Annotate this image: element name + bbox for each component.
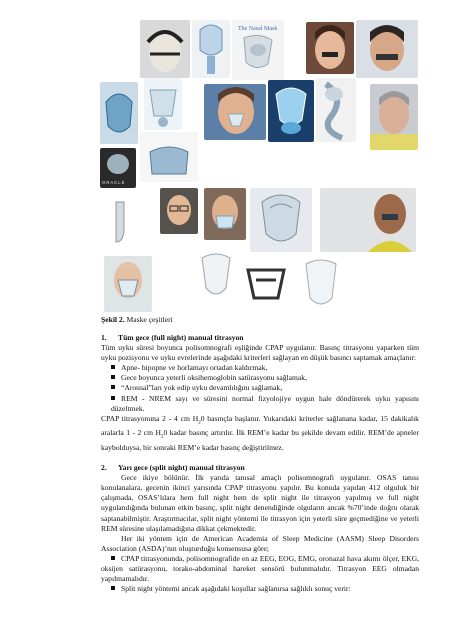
p2-part-b: 0 basınçla başlanır. Yukarıdaki kriterler sağlanana kadar, 15 dakikalık aralarla 1 - 2 cm H [101, 413, 419, 438]
section-2-bullet-1-text: CPAP titrasyonunda, polisomnografide en az EEG, EOG, EMG, oronazal hava akımı ölçer, EKG, oksijen satürasyonu, torako-abdominal hareket sensörü bulunmalıdır. Titrasyon EEG olmadan yapılmamalıdır. [101, 553, 419, 584]
photo-man-yellow-shirt [320, 188, 416, 252]
photo-nasal-mask-blue [192, 20, 230, 78]
p2-part-a: CPAP titrasyonuna 2 - 4 cm H [101, 413, 199, 423]
p2-sub-1: 2 [198, 420, 201, 426]
section-2-title: Yarı gece (split night) manual titrasyon [118, 463, 245, 473]
photo-headgear-mannequin [140, 20, 190, 78]
section-1-bullet-4 [101, 394, 419, 414]
section-1-title: Tüm gece (full night) manual titrasyon [118, 333, 244, 342]
photo-oracle-mask [100, 148, 136, 188]
section-1-bullet-2 [101, 373, 419, 383]
bullet-square-icon [111, 375, 115, 379]
product-box-label: The Nasal Mask [238, 26, 278, 32]
bullet-square-icon [111, 586, 115, 590]
section-2-bullet-1 [101, 554, 419, 584]
figure-caption-text: Maske çeşitleri [124, 315, 173, 324]
section-2-paragraph-1: Gece ikiye bölünür. İlk yarıda tanısal amaçlı polisomnografi uygulanır. OSAS tanısı konulanalara, gecenin ikinci yarısında CPAP titrasyonu yapılır. Bu konuda yapılan 412 olguluk bir çalışmada, OSAS’lılara hem full night hem de split night ile titrasyon yapılmış ve full night uygulandığında bulunan etkin basınç, split night denendiğinde olguların ancak %70’inde doğru olarak saptanabilmiştir. Araştırmacılar, split night yöntemi ile titrasyon için yeterli süre geçmediğine ve yeterli REM süresine ulaşılamadığına dikkat çekmektedir. [101, 473, 419, 533]
photo-mask-cushions [268, 80, 314, 142]
photo-large-full-face-mask [250, 188, 312, 252]
photo-man-nasal-mask [204, 84, 266, 140]
section-1-heading [101, 333, 419, 343]
photo-transparent-mask-2 [194, 248, 238, 304]
photo-man-oral-mask [204, 188, 246, 240]
section-2-heading [101, 463, 419, 473]
photo-elbow-connector [110, 198, 130, 248]
section-1-bullet-4-text: REM - NREM sayı ve süresini normal fizyolojiye uygun hale döndürerek uyku yapısını düzeltmek. [111, 393, 419, 413]
p2-sub-2: 2 [160, 434, 164, 440]
photo-grey-hair-man [370, 84, 418, 150]
figure-caption-label: Şekil 2. [101, 315, 125, 324]
section-1-bullet-3-text: “Arousal”ları yok edip uyku devamlılığını sağlamak, [121, 383, 283, 393]
section-1-bullet-2-text: Gece boyunca yeterli oksihemoglobin satürasyonu sağlamak, [121, 373, 307, 383]
bullet-square-icon [111, 365, 115, 369]
section-1-paragraph-1: Tüm uyku süresi boyunca polisomnografi eşliğinde CPAP uygulanır. Basınç titrasyonu yaparken tüm uyku pozisyonu ve uyku evrelerinde aşağıdaki kriterleri sağlayan en düşük basıncı saptamak amaçlanır: [101, 343, 419, 363]
bullet-square-icon [111, 396, 115, 400]
photo-gel-nasal-mask [144, 78, 182, 130]
mask-collage-figure [100, 20, 418, 312]
photo-clear-mask-front [296, 256, 346, 312]
oracle-label: O R A C L E [102, 180, 125, 185]
bullet-square-icon [111, 556, 115, 560]
photo-black-headgear [240, 256, 292, 312]
section-2-bullet-2 [101, 584, 419, 594]
section-2-paragraph-2: Her iki yöntem için de American Academia of Sleep Medicine (AASM) Sleep Disorders Association (ASDA)’nın oluşturduğu konsensusa göre; [101, 533, 419, 553]
photo-transparent-mask-1 [104, 256, 152, 312]
photo-man-glasses [160, 188, 198, 234]
photo-man-dark-hair [356, 20, 418, 78]
section-1-bullet-1 [101, 363, 419, 373]
document-body [101, 333, 419, 594]
photo-mask-hose [316, 78, 356, 142]
bullet-square-icon [111, 385, 115, 389]
photo-cpap-device [140, 132, 198, 182]
section-1-number: 1. [101, 333, 107, 342]
section-1-bullet-3 [101, 383, 419, 393]
photo-mask-product-box [232, 20, 284, 80]
section-2-bullet-2-text: Split night yöntemi ancak aşağıdaki koşullar sağlanırsa sağlıklı sonuç verir: [121, 584, 351, 594]
p2-part-c: 0 kadar basınç artırılır. İlk REM’e kadar bu şekilde devam edilir. REM’de apneler kaybolduysa, bir sonraki REM’e kadar basınç değiştirilmez. [101, 428, 420, 452]
photo-woman-nasal-pillows [306, 22, 354, 74]
section-2-number: 2. [101, 463, 107, 473]
section-1-paragraph-2 [101, 414, 419, 453]
figure-caption [101, 315, 173, 324]
photo-blue-full-face-mask [100, 82, 138, 144]
section-1-bullet-1-text: Apne- hipopne ve horlamayı ortadan kaldırmak, [121, 363, 268, 373]
